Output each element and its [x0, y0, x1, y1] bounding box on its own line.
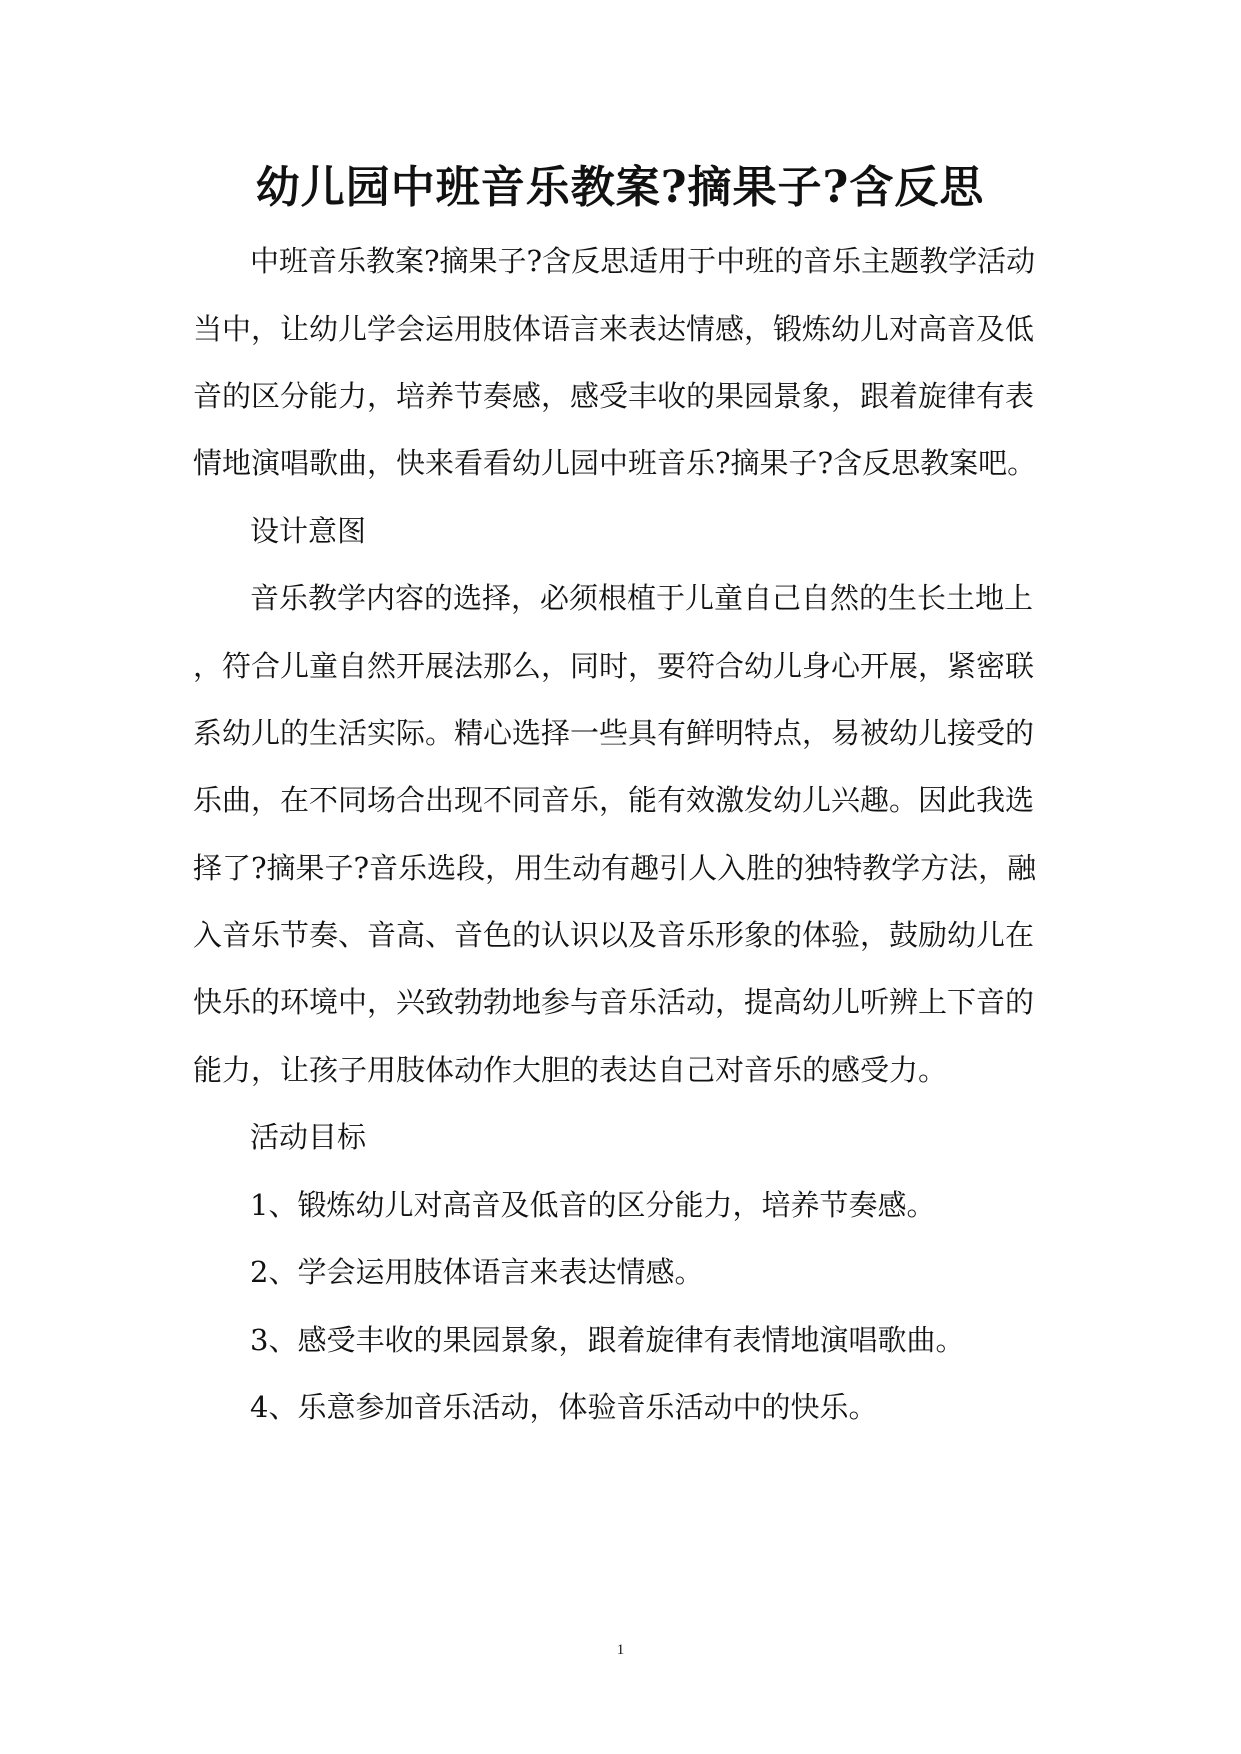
- intro-line-3: 音的区分能力，培养节奏感，感受丰收的果园景象，跟着旋律有表: [193, 379, 1035, 413]
- design-heading: 设计意图: [250, 514, 367, 548]
- goal-item-4: 4、乐意参加音乐活动，体验音乐活动中的快乐。: [250, 1390, 878, 1424]
- design-line-4: 乐曲，在不同场合出现不同音乐，能有效激发幼儿兴趣。因此我选: [193, 783, 1035, 817]
- intro-line-4: 情地演唱歌曲，快来看看幼儿园中班音乐?摘果子?含反思教案吧。: [193, 446, 1037, 480]
- design-line-2: ，符合儿童自然开展法那么，同时，要符合幼儿身心开展，紧密联: [193, 649, 1035, 683]
- design-line-8: 能力，让孩子用肢体动作大胆的表达自己对音乐的感受力。: [193, 1053, 948, 1087]
- design-line-5: 择了?摘果子?音乐选段，用生动有趣引人入胜的独特教学方法，融: [193, 851, 1037, 885]
- goal-item-2: 2、学会运用肢体语言来表达情感。: [250, 1255, 704, 1289]
- page-number: 1: [616, 1642, 625, 1658]
- intro-line-2: 当中，让幼儿学会运用肢体语言来表达情感，锻炼幼儿对高音及低: [193, 312, 1035, 346]
- design-line-3: 系幼儿的生活实际。精心选择一些具有鲜明特点，易被幼儿接受的: [193, 716, 1035, 750]
- document-title: 幼儿园中班音乐教案?摘果子?含反思: [255, 162, 985, 213]
- design-line-1: 音乐教学内容的选择，必须根植于儿童自己自然的生长土地上: [250, 581, 1034, 615]
- goal-item-3: 3、感受丰收的果园景象，跟着旋律有表情地演唱歌曲。: [250, 1323, 965, 1357]
- goal-item-1: 1、锻炼幼儿对高音及低音的区分能力，培养节奏感。: [250, 1188, 936, 1222]
- design-line-7: 快乐的环境中，兴致勃勃地参与音乐活动，提高幼儿听辨上下音的: [193, 985, 1035, 1019]
- goals-heading: 活动目标: [250, 1120, 367, 1154]
- intro-line-1: 中班音乐教案?摘果子?含反思适用于中班的音乐主题教学活动: [250, 244, 1036, 278]
- design-line-6: 入音乐节奏、音高、音色的认识以及音乐形象的体验，鼓励幼儿在: [193, 918, 1035, 952]
